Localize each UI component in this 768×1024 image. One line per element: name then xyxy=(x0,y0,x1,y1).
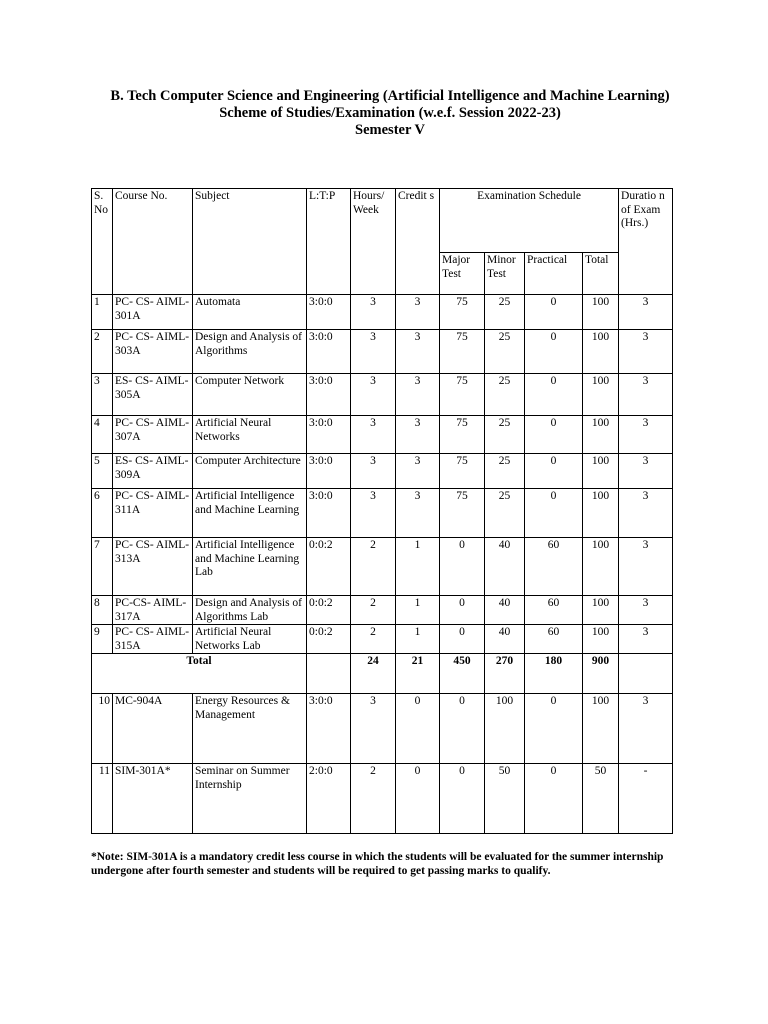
cell-practical: 0 xyxy=(525,454,583,489)
header-total: Total xyxy=(583,253,619,295)
table-row xyxy=(92,625,673,654)
cell-ltp: 3:0:0 xyxy=(307,454,351,489)
cell-major-test: 75 xyxy=(440,454,485,489)
cell-minor-test: 25 xyxy=(485,416,525,454)
cell-ltp: 2:0:0 xyxy=(307,764,351,834)
cell-practical: 0 xyxy=(525,416,583,454)
table-row xyxy=(92,764,673,834)
cell-duration: 3 xyxy=(619,489,673,538)
cell-total: 100 xyxy=(583,295,619,330)
cell-duration: 3 xyxy=(619,694,673,764)
cell-ltp: 0:0:2 xyxy=(307,625,351,654)
cell-ltp: 3:0:0 xyxy=(307,694,351,764)
cell-course-no: SIM-301A* xyxy=(113,764,193,834)
table-row xyxy=(92,374,673,416)
cell-duration: 3 xyxy=(619,374,673,416)
program-title: B. Tech Computer Science and Engineering (Artificial Intelligence and Machine Learning) xyxy=(110,88,670,104)
cell-sno: 7 xyxy=(92,538,113,596)
cell-duration: 3 xyxy=(619,330,673,374)
cell-credits: 3 xyxy=(396,454,440,489)
cell-practical: 60 xyxy=(525,625,583,654)
cell-hours: 3 xyxy=(351,489,396,538)
cell-minor-test: 25 xyxy=(485,454,525,489)
cell-practical: 60 xyxy=(525,538,583,596)
table-row xyxy=(92,538,673,596)
cell-major-test: 0 xyxy=(440,625,485,654)
cell-ltp: 3:0:0 xyxy=(307,489,351,538)
total-total: 900 xyxy=(583,654,619,694)
cell-course-no: PC- CS- AIML- 311A xyxy=(113,489,193,538)
scheme-title: Scheme of Studies/Examination (w.e.f. Session 2022-23) xyxy=(219,105,561,121)
cell-credits: 3 xyxy=(396,416,440,454)
cell-subject: Design and Analysis of Algorithms xyxy=(193,330,307,374)
cell-total: 100 xyxy=(583,374,619,416)
cell-major-test: 75 xyxy=(440,295,485,330)
cell-hours: 3 xyxy=(351,416,396,454)
cell-credits: 3 xyxy=(396,330,440,374)
scheme-table xyxy=(91,188,673,834)
cell-total: 100 xyxy=(583,596,619,625)
cell-subject: Seminar on Summer Internship xyxy=(193,764,307,834)
cell-hours: 2 xyxy=(351,764,396,834)
cell-minor-test: 25 xyxy=(485,374,525,416)
cell-total: 100 xyxy=(583,625,619,654)
cell-subject: Automata xyxy=(193,295,307,330)
cell-ltp-empty xyxy=(307,654,351,694)
cell-hours: 3 xyxy=(351,454,396,489)
header-sno: S. No xyxy=(92,189,113,295)
cell-subject: Energy Resources & Management xyxy=(193,694,307,764)
cell-practical: 0 xyxy=(525,489,583,538)
cell-sno: 9 xyxy=(92,625,113,654)
cell-minor-test: 40 xyxy=(485,538,525,596)
cell-course-no: ES- CS- AIML- 309A xyxy=(113,454,193,489)
cell-subject: Computer Network xyxy=(193,374,307,416)
cell-duration: 3 xyxy=(619,416,673,454)
cell-major-test: 0 xyxy=(440,538,485,596)
total-major-test: 450 xyxy=(440,654,485,694)
cell-sno: 4 xyxy=(92,416,113,454)
cell-minor-test: 40 xyxy=(485,596,525,625)
cell-major-test: 0 xyxy=(440,694,485,764)
cell-credits: 3 xyxy=(396,489,440,538)
cell-total: 100 xyxy=(583,694,619,764)
cell-hours: 2 xyxy=(351,596,396,625)
cell-sno: 8 xyxy=(92,596,113,625)
cell-course-no: PC- CS- AIML- 303A xyxy=(113,330,193,374)
cell-course-no: PC- CS- AIML- 315A xyxy=(113,625,193,654)
cell-duration: 3 xyxy=(619,454,673,489)
table-row xyxy=(92,330,673,374)
footnote: *Note: SIM-301A is a mandatory credit less course in which the students will be evaluated for the summer internship undergone after fourth semester and students will be required to get passing marks to qualify. xyxy=(91,851,664,877)
cell-course-no: PC- CS- AIML- 307A xyxy=(113,416,193,454)
header-duration: Duratio n of Exam (Hrs.) xyxy=(619,189,673,295)
cell-course-no: ES- CS- AIML- 305A xyxy=(113,374,193,416)
cell-total: 100 xyxy=(583,489,619,538)
cell-sno: 6 xyxy=(92,489,113,538)
cell-duration: 3 xyxy=(619,596,673,625)
cell-course-no: PC- CS- AIML- 313A xyxy=(113,538,193,596)
cell-sno: 10 xyxy=(92,694,113,764)
cell-practical: 0 xyxy=(525,764,583,834)
cell-total: 50 xyxy=(583,764,619,834)
semester-title: Semester V xyxy=(355,122,425,138)
cell-ltp: 3:0:0 xyxy=(307,416,351,454)
header-minor-test: Minor Test xyxy=(485,253,525,295)
cell-major-test: 75 xyxy=(440,489,485,538)
header-subject: Subject xyxy=(193,189,307,295)
cell-major-test: 0 xyxy=(440,764,485,834)
cell-credits: 3 xyxy=(396,374,440,416)
table-row xyxy=(92,416,673,454)
cell-minor-test: 50 xyxy=(485,764,525,834)
cell-sno: 11 xyxy=(92,764,113,834)
cell-sno: 3 xyxy=(92,374,113,416)
cell-sno: 2 xyxy=(92,330,113,374)
cell-credits: 1 xyxy=(396,596,440,625)
header-ltp: L:T:P xyxy=(307,189,351,295)
cell-hours: 2 xyxy=(351,538,396,596)
cell-hours: 3 xyxy=(351,330,396,374)
cell-ltp: 0:0:2 xyxy=(307,596,351,625)
table-row xyxy=(92,694,673,764)
total-practical: 180 xyxy=(525,654,583,694)
cell-hours: 2 xyxy=(351,625,396,654)
cell-ltp: 0:0:2 xyxy=(307,538,351,596)
cell-practical: 0 xyxy=(525,330,583,374)
cell-minor-test: 40 xyxy=(485,625,525,654)
header-hours: Hours/ Week xyxy=(351,189,396,295)
cell-total: 100 xyxy=(583,330,619,374)
cell-credits: 1 xyxy=(396,625,440,654)
table-header-row xyxy=(92,189,673,253)
cell-course-no: PC- CS- AIML- 301A xyxy=(113,295,193,330)
total-hours: 24 xyxy=(351,654,396,694)
cell-subject: Artificial Intelligence and Machine Learning Lab xyxy=(193,538,307,596)
total-label: Total xyxy=(92,654,307,694)
header-credits: Credit s xyxy=(396,189,440,295)
cell-subject: Design and Analysis of Algorithms Lab xyxy=(193,596,307,625)
cell-duration: 3 xyxy=(619,625,673,654)
cell-sno: 1 xyxy=(92,295,113,330)
cell-hours: 3 xyxy=(351,694,396,764)
cell-duration: 3 xyxy=(619,295,673,330)
cell-subject: Artificial Intelligence and Machine Learning xyxy=(193,489,307,538)
cell-minor-test: 25 xyxy=(485,489,525,538)
cell-ltp: 3:0:0 xyxy=(307,295,351,330)
cell-practical: 60 xyxy=(525,596,583,625)
cell-subject: Artificial Neural Networks Lab xyxy=(193,625,307,654)
table-row xyxy=(92,596,673,625)
total-credits: 21 xyxy=(396,654,440,694)
cell-practical: 0 xyxy=(525,374,583,416)
cell-total: 100 xyxy=(583,454,619,489)
cell-practical: 0 xyxy=(525,295,583,330)
cell-credits: 1 xyxy=(396,538,440,596)
table-row xyxy=(92,454,673,489)
cell-subject: Artificial Neural Networks xyxy=(193,416,307,454)
cell-credits: 0 xyxy=(396,764,440,834)
cell-minor-test: 100 xyxy=(485,694,525,764)
cell-credits: 3 xyxy=(396,295,440,330)
cell-duration: 3 xyxy=(619,538,673,596)
cell-major-test: 0 xyxy=(440,596,485,625)
total-row xyxy=(92,654,673,694)
header-practical: Practical xyxy=(525,253,583,295)
cell-total: 100 xyxy=(583,538,619,596)
table-row xyxy=(92,489,673,538)
cell-course-no: PC-CS- AIML- 317A xyxy=(113,596,193,625)
cell-course-no: MC-904A xyxy=(113,694,193,764)
cell-sno: 5 xyxy=(92,454,113,489)
cell-ltp: 3:0:0 xyxy=(307,330,351,374)
header-major-test: Major Test xyxy=(440,253,485,295)
cell-total: 100 xyxy=(583,416,619,454)
cell-ltp: 3:0:0 xyxy=(307,374,351,416)
cell-practical: 0 xyxy=(525,694,583,764)
cell-duration-empty xyxy=(619,654,673,694)
total-minor-test: 270 xyxy=(485,654,525,694)
cell-minor-test: 25 xyxy=(485,295,525,330)
cell-duration: - xyxy=(619,764,673,834)
cell-hours: 3 xyxy=(351,374,396,416)
cell-credits: 0 xyxy=(396,694,440,764)
cell-hours: 3 xyxy=(351,295,396,330)
cell-major-test: 75 xyxy=(440,374,485,416)
header-exam-schedule: Examination Schedule xyxy=(440,189,619,253)
cell-subject: Computer Architecture xyxy=(193,454,307,489)
header-course-no: Course No. xyxy=(113,189,193,295)
table-row xyxy=(92,295,673,330)
cell-major-test: 75 xyxy=(440,416,485,454)
cell-minor-test: 25 xyxy=(485,330,525,374)
cell-major-test: 75 xyxy=(440,330,485,374)
document-heading xyxy=(110,88,670,139)
